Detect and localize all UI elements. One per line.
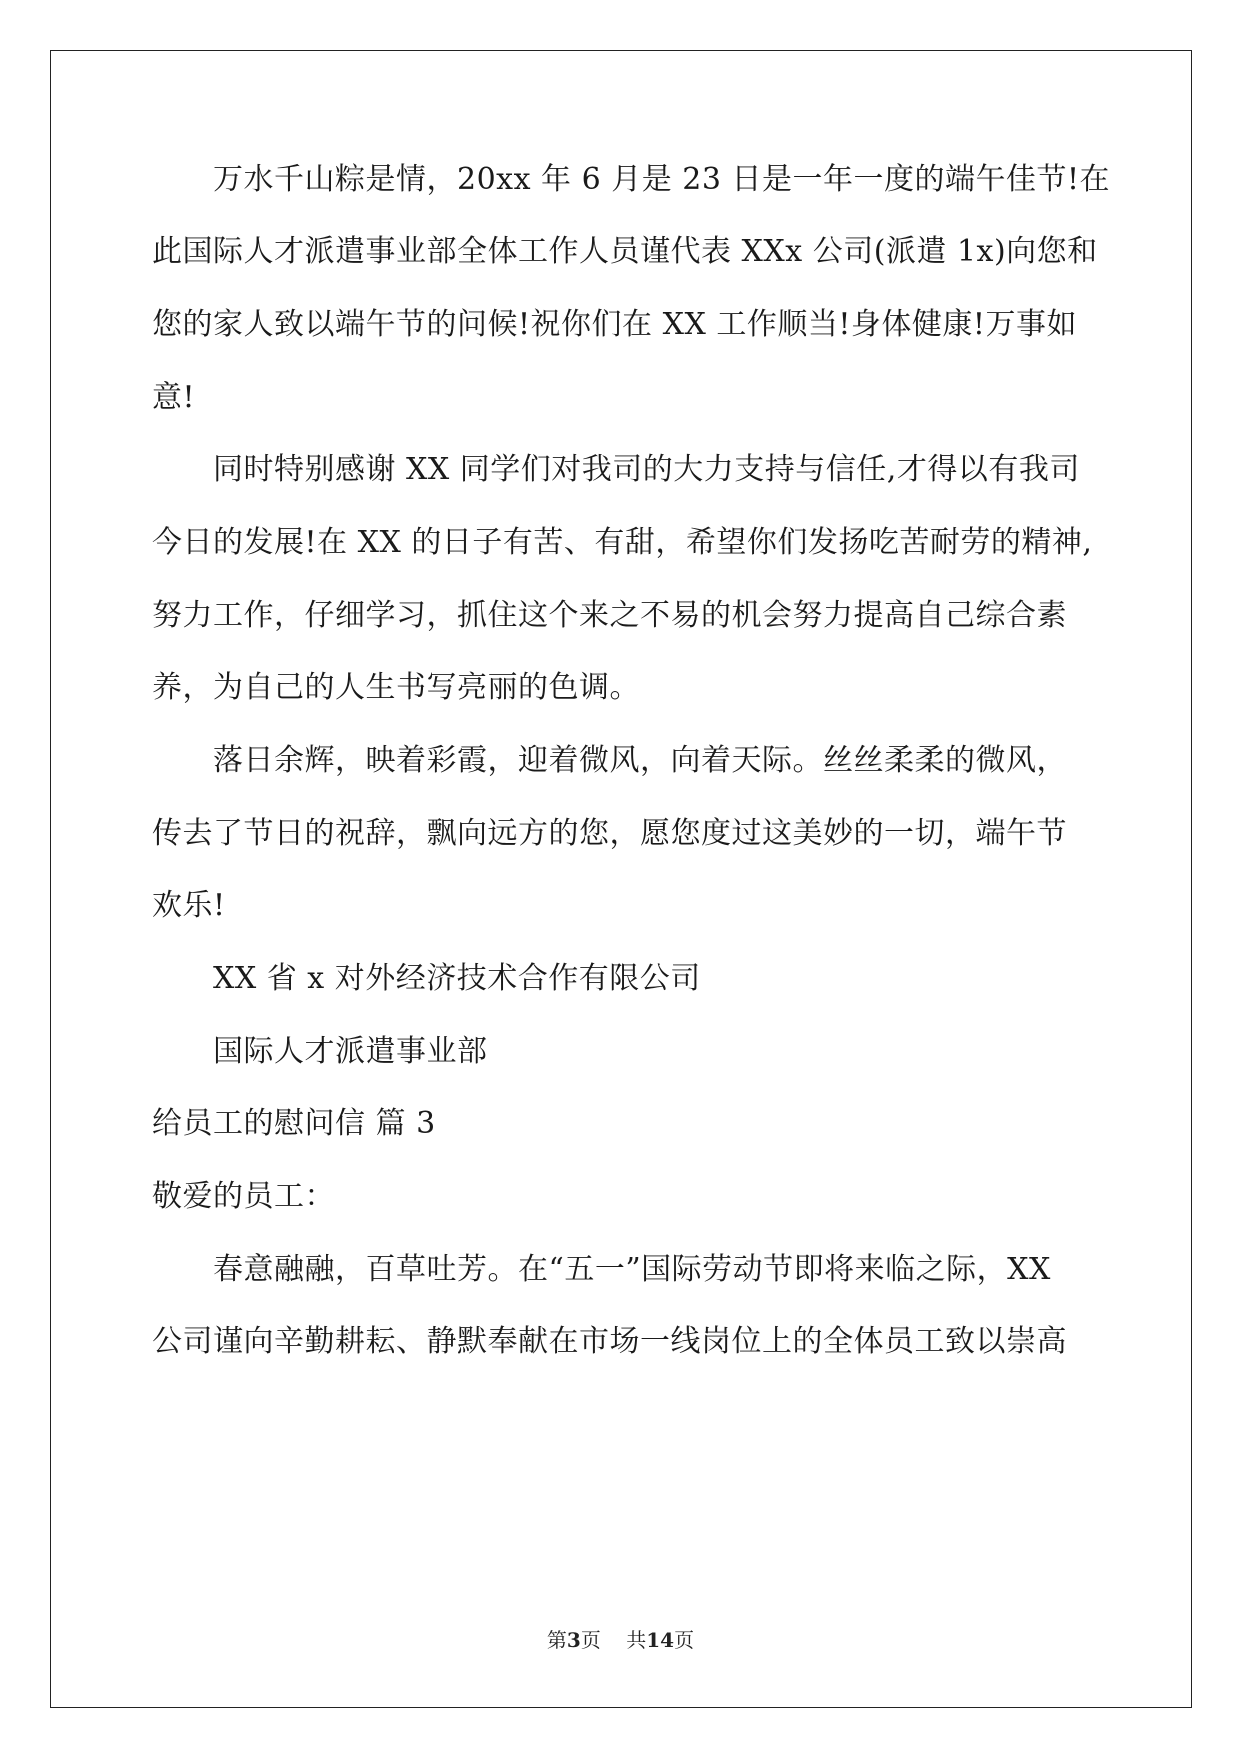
text-line: 意!: [152, 380, 196, 415]
section-heading: 给员工的慰问信 篇 3: [152, 1106, 436, 1141]
text-line: 同时特别感谢 XX 同学们对我司的大力支持与信任,才得以有我司: [152, 452, 1080, 487]
text-line: 传去了节日的祝辞，飘向远方的您，愿您度过这美妙的一切，端午节: [152, 816, 1067, 851]
footer-page-suffix: 页: [580, 1628, 601, 1652]
text-line: 养，为自己的人生书写亮丽的色调。: [152, 670, 640, 705]
footer-prefix: 第: [546, 1628, 567, 1652]
salutation: 敬爱的员工：: [152, 1179, 335, 1214]
text-line: 万水千山粽是情，20xx 年 6 月是 23 日是一年一度的端午佳节!在: [152, 162, 1111, 197]
text-line: 春意融融，百草吐芳。在“五一”国际劳动节即将来临之际，XX: [152, 1252, 1051, 1287]
signature-company: XX 省 x 对外经济技术合作有限公司: [152, 961, 701, 996]
total-pages-number: 14: [646, 1628, 675, 1652]
text-line: 努力工作，仔细学习，抓住这个来之不易的机会努力提高自己综合素: [152, 598, 1067, 633]
footer-total-suffix: 页: [674, 1628, 695, 1652]
text-line: 公司谨向辛勤耕耘、静默奉献在市场一线岗位上的全体员工致以崇高: [152, 1324, 1067, 1359]
text-line: 此国际人才派遣事业部全体工作人员谨代表 XXx 公司(派遣 1x)向您和: [152, 234, 1098, 269]
text-line: 您的家人致以端午节的问候!祝你们在 XX 工作顺当!身体健康!万事如: [152, 307, 1077, 342]
text-line: 今日的发展!在 XX 的日子有苦、有甜，希望你们发扬吃苦耐劳的精神,: [152, 525, 1093, 560]
page-border: [50, 50, 1192, 1708]
footer-total-prefix: 共: [626, 1628, 647, 1652]
page-footer: [0, 1628, 1241, 1652]
current-page-number: 3: [566, 1628, 581, 1652]
signature-department: 国际人才派遣事业部: [152, 1034, 488, 1069]
text-line: 落日余辉，映着彩霞，迎着微风，向着天际。丝丝柔柔的微风，: [152, 743, 1067, 778]
text-line: 欢乐!: [152, 888, 226, 923]
